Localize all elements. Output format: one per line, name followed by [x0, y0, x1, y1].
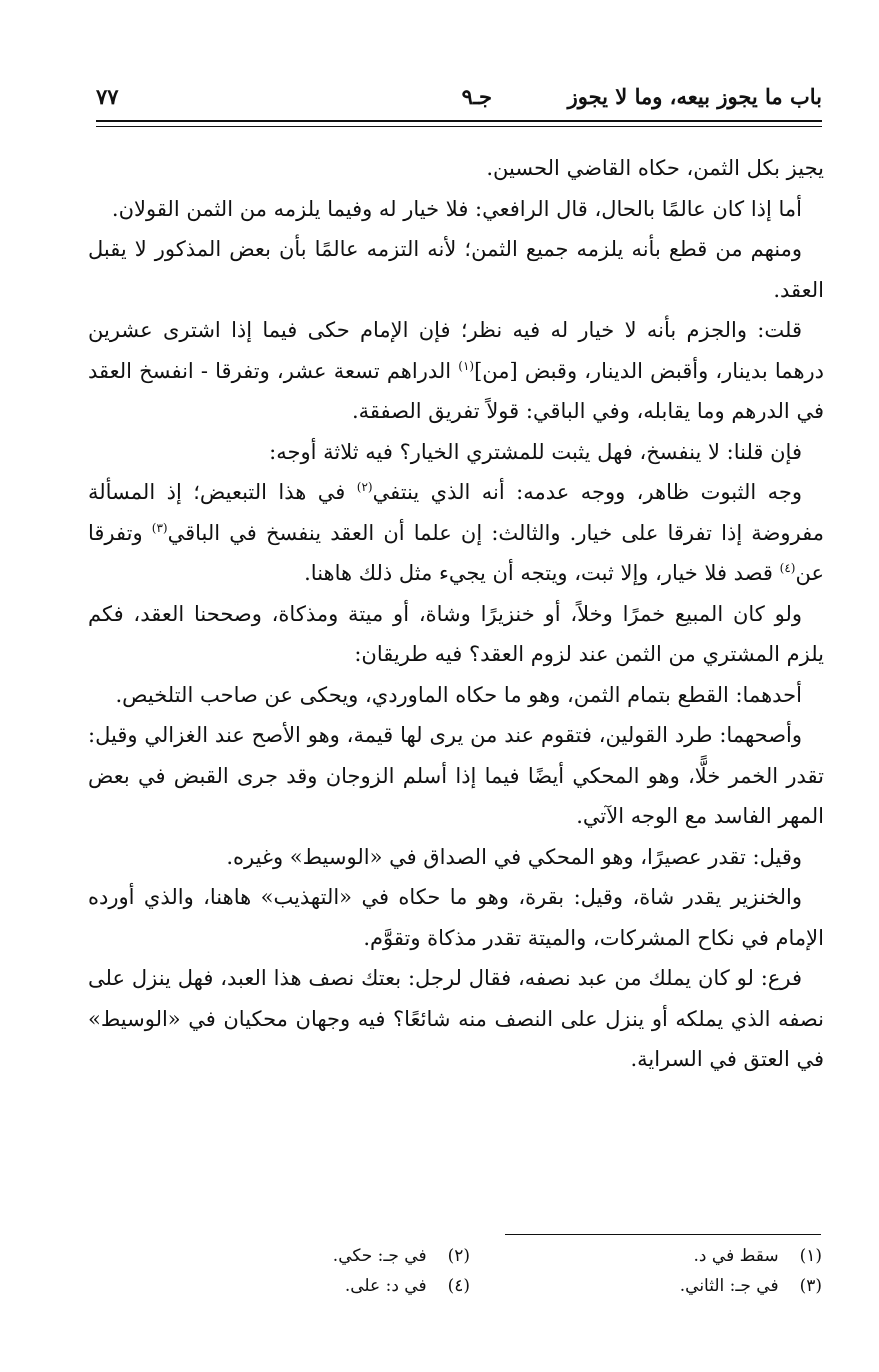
paragraph-text: وتفرقا عن: [88, 520, 824, 585]
paragraph: أما إذا كان عالمًا بالحال، قال الرافعي: فلا خيار له وفيما يلزمه من الثمن القولان.: [111, 196, 802, 221]
footnote-item: [333, 1246, 470, 1266]
page-number: ٧٧: [96, 84, 119, 109]
paragraph: يجيز بكل الثمن، حكاه القاضي الحسين.: [486, 156, 824, 180]
footnote-ref[interactable]: (٣): [151, 520, 168, 535]
paragraph: [88, 472, 824, 594]
footnote-ref[interactable]: (٢): [356, 480, 373, 494]
paragraph-text: قصد فلا خيار، وإلا ثبت، ويتجه أن يجيء مثل ذلك هاهنا.: [304, 561, 780, 585]
footnotes: [120, 1246, 822, 1316]
footnote-text: في جـ: حكي.: [332, 1246, 427, 1266]
footnote-ref[interactable]: (٤): [779, 561, 796, 575]
footnote-item: [680, 1276, 822, 1296]
paragraph: أحدهما: القطع بتمام الثمن، وهو ما حكاه الماوردي، ويحكى عن صاحب التلخيص.: [115, 682, 802, 707]
paragraph-text: في هذا التبعيض؛ إذ المسألة مفروضة إذا تفرقا على خيار. والثالث: إن علما أن العقد ينفسخ في الباقي: [88, 480, 824, 545]
footnote-text: في د: على.: [344, 1276, 427, 1296]
footnote-ref[interactable]: (١): [458, 358, 475, 373]
footnote-item: [694, 1246, 822, 1266]
header-rule-thin: [96, 126, 822, 127]
footnote-number: (٣): [799, 1276, 822, 1296]
volume-label: جـ٩: [461, 84, 492, 109]
footnote-text: سقط في د.: [693, 1246, 779, 1266]
chapter-title: باب ما يجوز بيعه، وما لا يجوز: [567, 84, 822, 109]
footnote-text: في جـ: الثاني.: [679, 1276, 779, 1296]
footnote-number: (١): [799, 1246, 822, 1266]
paragraph-text: قلت: والجزم بأنه لا خيار له فيه نظر؛ فإن الإمام حكى فيما إذا اشترى عشرين درهما بدينار، وأقبض الدينار، وقبض [من]: [88, 318, 825, 383]
main-text: [88, 148, 824, 1080]
paragraph: [88, 310, 824, 432]
paragraph: ومنهم من قطع بأنه يلزمه جميع الثمن؛ لأنه التزمه عالمًا بأن بعض المذكور لا يقبل العقد.: [88, 237, 824, 302]
paragraph: وأصحهما: طرد القولين، فتقوم عند من يرى لها قيمة، وهو الأصح عند الغزالي وقيل: تقدر الخمر خلًّا، وهو المحكي أيضًا فيما إذا أسلم الزوجان وقد جرى القبض في بعض المهر الفاسد مع الوجه الآتي.: [88, 723, 824, 828]
paragraph-text: وجه الثبوت ظاهر، ووجه عدمه: أنه الذي ينتفي: [372, 480, 802, 504]
paragraph-text: الدراهم تسعة عشر، وتفرقا - انفسخ العقد في الدرهم وما يقابله، وفي الباقي: قولاً تفريق الصفقة.: [88, 358, 824, 423]
paragraph: فرع: لو كان يملك من عبد نصفه، فقال لرجل: بعتك نصف هذا العبد، فهل ينزل على نصفه الذي يملكه أو ينزل على النصف منه شائعًا؟ فيه وجهان محكيان في «الوسيط» في العتق في السراية.: [88, 966, 824, 1071]
footnote-number: (٤): [447, 1276, 470, 1296]
paragraph: والخنزير يقدر شاة، وقيل: بقرة، وهو ما حكاه في «التهذيب» هاهنا، والذي أورده الإمام في نكاح المشركات، والميتة تقدر مذكاة وتقوَّم.: [88, 885, 824, 950]
header-rule-thick: [96, 120, 822, 122]
footnote-item: [345, 1276, 470, 1296]
footnote-separator: [505, 1234, 821, 1235]
paragraph: فإن قلنا: لا ينفسخ، فهل يثبت للمشتري الخيار؟ فيه ثلاثة أوجه:: [269, 439, 802, 464]
paragraph: ولو كان المبيع خمرًا وخلاً، أو خنزيرًا وشاة، أو ميتة ومذكاة، وصححنا العقد، فكم يلزم المشتري من الثمن عند لزوم العقد؟ فيه طريقان:: [88, 601, 824, 666]
paragraph: وقيل: تقدر عصيرًا، وهو المحكي في الصداق في «الوسيط» وغيره.: [226, 844, 802, 869]
running-header: [96, 80, 822, 116]
footnote-number: (٢): [447, 1246, 470, 1266]
